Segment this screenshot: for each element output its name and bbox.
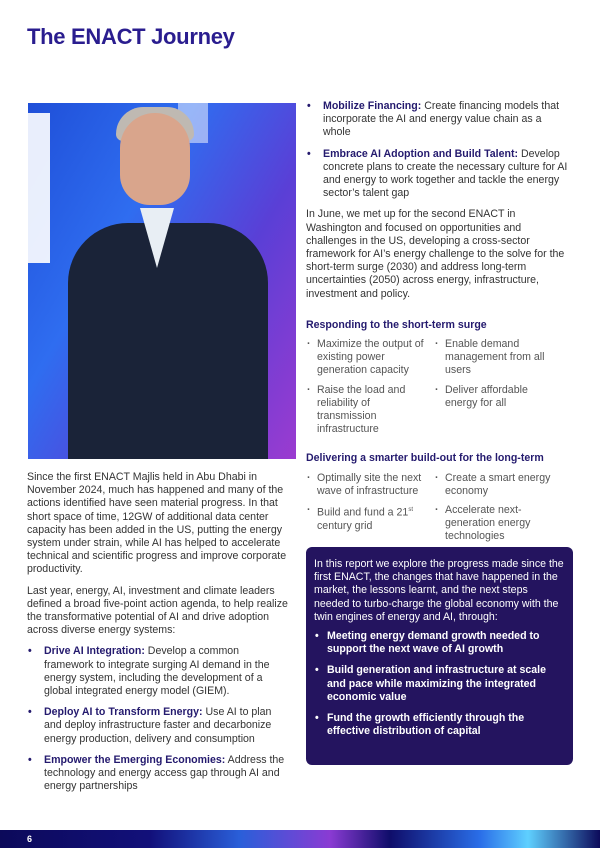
page-number: 6 bbox=[27, 834, 33, 844]
agenda-paragraph: Last year, energy, AI, investment and climate leaders defined a broad five-point action agenda, to help realize the transformative potential of AI and drive adoption across diverse energy systems: bbox=[27, 584, 288, 637]
footer-band bbox=[0, 830, 600, 848]
summary-list bbox=[314, 630, 565, 738]
list-item: · Create a smart energy economy bbox=[434, 472, 554, 498]
list-item: • Drive AI Integration: Develop a common framework to integrate surging AI demand in the energy system, including the development of a global integrated energy model (GIEM). bbox=[27, 645, 289, 698]
long-term-grid bbox=[306, 472, 572, 550]
june-paragraph: In June, we met up for the second ENACT in Washington and focused on opportunities and challenges in the US, developing a cross-sector framework for AI’s energy challenge to the solve for the short-term surge (2030) and address long-term uncertainties (2050) across energy, infrastructure, investment and policy. bbox=[306, 208, 565, 300]
list-item: · Deliver affordable energy for all bbox=[434, 384, 554, 410]
speaker-photo bbox=[28, 103, 296, 459]
list-item: · Build and fund a 21st century grid bbox=[306, 504, 426, 533]
list-item: · Raise the load and reliability of transmission infrastructure bbox=[306, 384, 426, 437]
list-item: • Deploy AI to Transform Energy: Use AI to plan and deploy infrastructure faster and decarbonize energy production, delivery and consumption bbox=[27, 706, 289, 746]
list-item: • Meeting energy demand growth needed to support the next wave of AI growth bbox=[314, 630, 565, 656]
short-term-heading: Responding to the short-term surge bbox=[306, 318, 487, 331]
long-term-heading: Delivering a smarter build-out for the long-term bbox=[306, 452, 544, 465]
list-item: • Build generation and infrastructure at scale and pace while maximizing the integrated economic value bbox=[314, 664, 565, 704]
list-item: · Maximize the output of existing power generation capacity bbox=[306, 338, 426, 378]
list-item: · Enable demand management from all users bbox=[434, 338, 554, 378]
left-column bbox=[27, 471, 289, 801]
right-column bbox=[306, 100, 572, 550]
page-title: The ENACT Journey bbox=[27, 24, 235, 49]
short-term-grid bbox=[306, 338, 572, 442]
agenda-list bbox=[27, 645, 289, 793]
list-item: · Optimally site the next wave of infrastructure bbox=[306, 472, 426, 498]
list-item: • Fund the growth efficiently through the effective distribution of capital bbox=[314, 712, 565, 738]
list-item: • Embrace AI Adoption and Build Talent: Develop concrete plans to create the necessary culture for AI and energy to work together and tackle the energy sector’s talent gap bbox=[306, 148, 572, 201]
summary-intro: In this report we explore the progress made since the first ENACT, the changes that have happened in the market, the lessons learnt, and the next steps needed to turbo-charge the global economy with the twin engines of energy and AI, through: bbox=[314, 558, 564, 623]
list-item: · Accelerate next-generation energy technologies bbox=[434, 504, 554, 544]
agenda-list-continued bbox=[306, 100, 572, 200]
list-item: • Empower the Emerging Economies: Address the technology and energy access gap through AI and energy partnerships bbox=[27, 754, 289, 794]
report-summary-box bbox=[306, 547, 573, 765]
list-item: • Mobilize Financing: Create financing models that incorporate the AI and energy value chain as a whole bbox=[306, 100, 572, 140]
intro-paragraph: Since the first ENACT Majlis held in Abu Dhabi in November 2024, much has happened and many of the actions identified have seen material progress. In that short space of time, 12GW of additional data center capacity has been added in the US, putting the energy system under strain, while AI has helped to accelerate technical and scientific progress and improve corporate productivity. bbox=[27, 471, 287, 576]
